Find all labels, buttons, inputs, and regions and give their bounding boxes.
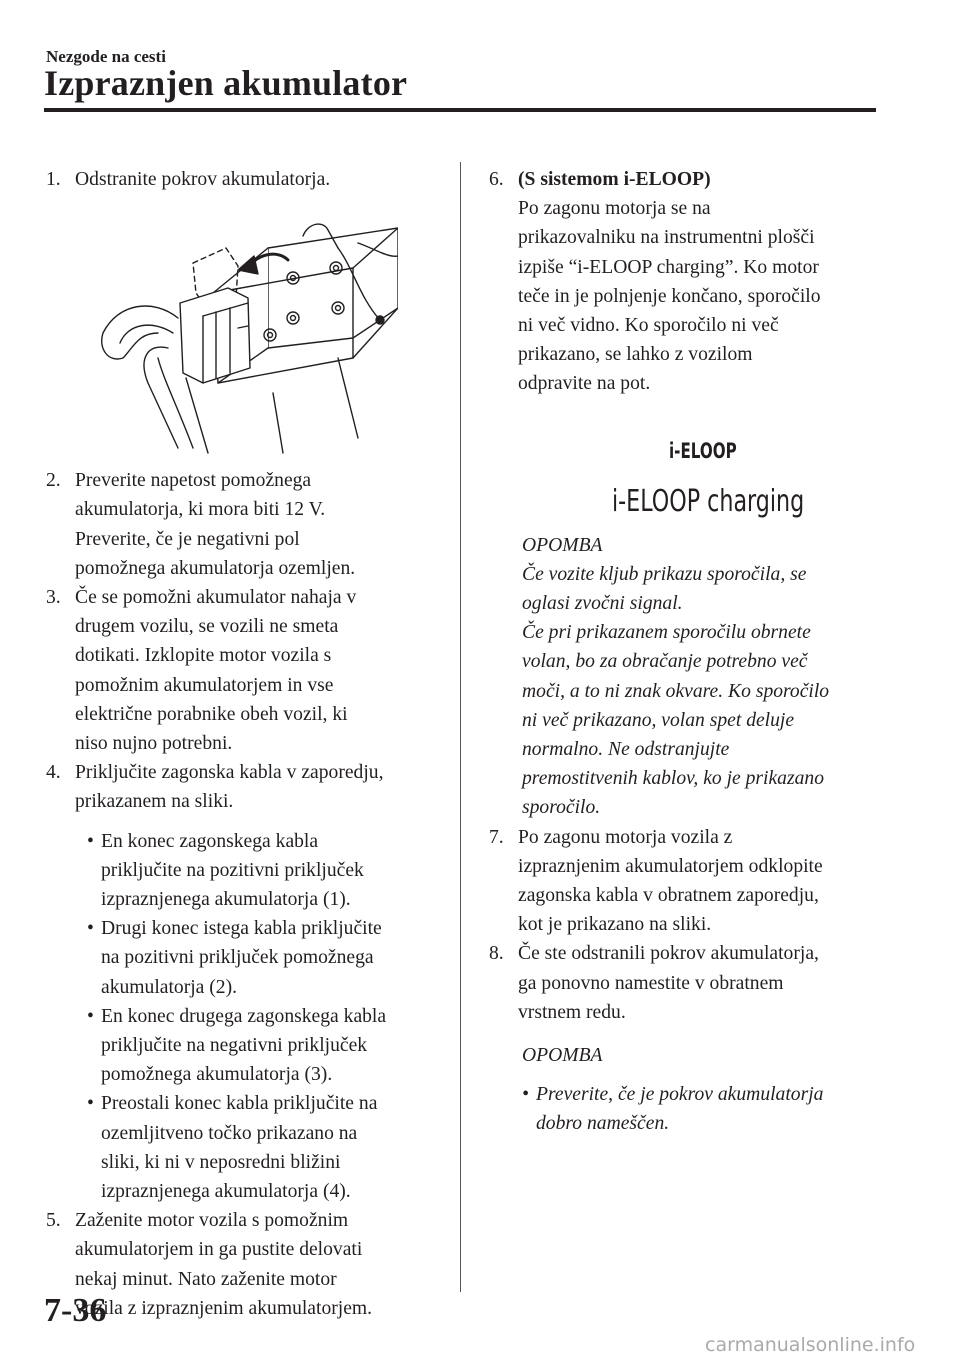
battery-cover-illustration [98, 208, 398, 458]
bullet-text-line: na pozitivni priključek pomožnega [101, 947, 374, 969]
bullet-dot: • [87, 830, 94, 852]
note-text-line: sporočilo. [522, 797, 601, 819]
bullet-text-line: priključite na negativni priključek [101, 1035, 368, 1057]
ieloop-display [489, 399, 889, 517]
bullet-text-line: pomožnega akumulatorja (3). [101, 1064, 333, 1086]
title-rule [44, 108, 876, 112]
page-number: 7-36 [44, 1292, 107, 1329]
step-number: 2. [46, 470, 61, 492]
left-column [46, 165, 446, 1323]
step-6 [489, 165, 889, 399]
bullet-dot: • [87, 918, 94, 940]
step-text-line: akumulatorjem in ga pustite delovati [75, 1239, 363, 1261]
step-number: 3. [46, 587, 61, 609]
bullet-text-line: izpraznjenega akumulatorja (4). [101, 1181, 351, 1203]
step-text-line: Če ste odstranili pokrov akumulatorja, [518, 943, 819, 965]
note-text-line: Če vozite kljub prikazu sporočila, se [522, 563, 807, 585]
step-text-line: pomožnim akumulatorjem in vse [75, 674, 334, 696]
step-text-line: nekaj minut. Nato zaženite motor [75, 1268, 337, 1290]
step-number: 7. [489, 826, 504, 848]
step-number: 6. [489, 169, 504, 190]
bullet-text-line: En konec zagonskega kabla [101, 830, 319, 852]
step-text-line: odpravite na pot. [518, 373, 651, 395]
step-text-line: ga ponovno namestite v obratnem [518, 972, 784, 994]
step-number: 8. [489, 943, 504, 965]
step-text-line: Po zagonu motorja vozila z [518, 826, 733, 848]
step-text-line: pomožnega akumulatorja ozemljen. [75, 557, 356, 579]
bullet-item [46, 914, 446, 1002]
bullet-dot: • [87, 1093, 94, 1115]
step-text-line: vozila z izpraznjenim akumulatorjem. [75, 1297, 373, 1319]
step-text-line: prikazano, se lahko z vozilom [518, 344, 753, 366]
step-2 [46, 466, 446, 583]
step-7 [489, 823, 889, 940]
step-text-line: izpiše “i-ELOOP charging”. Ko motor [518, 256, 819, 278]
bullet-text-line: priključite na pozitivni priključek [101, 859, 364, 881]
section-label: Nezgode na cesti [46, 47, 166, 66]
bullet-item [46, 1089, 446, 1206]
step-text-line: električne porabnike obeh vozil, ki [75, 703, 348, 725]
step-text-line: dotikati. Izklopite motor vozila s [75, 645, 332, 667]
bullet-dot: • [87, 1005, 94, 1027]
step-heading: (S sistemom i-ELOOP) [518, 169, 711, 190]
step-text-line: prikazanem na sliki. [75, 791, 234, 813]
step-text-line: drugem vozilu, se vozili ne smeta [75, 616, 339, 638]
step-1 [46, 165, 446, 194]
step-4 [46, 758, 446, 816]
note-heading: OPOMBA [522, 534, 603, 556]
bullet-text-line: Preostali konec kabla priključite na [101, 1093, 378, 1115]
right-column [489, 165, 889, 1139]
step-3 [46, 583, 446, 758]
note-bullet-line: dobro nameščen. [536, 1113, 670, 1135]
note-text-line: ni več prikazano, volan spet deluje [522, 709, 795, 731]
bullet-text-line: ozemljitveno točko prikazano na [101, 1122, 358, 1144]
bullet-dot: • [522, 1084, 529, 1106]
step-text-line: akumulatorja, ki mora biti 12 V. [75, 499, 326, 521]
bullet-item [46, 827, 446, 915]
bullet-text-line: En konec drugega zagonskega kabla [101, 1005, 387, 1027]
note-bullet-line: Preverite, če je pokrov akumulatorja [536, 1084, 824, 1106]
step-text-line: zagonska kabla v obratnem zaporedju, [518, 885, 819, 907]
site-watermark: carmanualsonline.info [705, 1334, 916, 1356]
step-text-line: Preverite, če je negativni pol [75, 528, 300, 550]
note-text-line: premostitvenih kablov, ko je prikazano [522, 768, 824, 790]
step-text-line: teče in je polnjenje končano, sporočilo [518, 285, 821, 307]
column-divider [460, 162, 461, 1292]
step-text: Odstranite pokrov akumulatorja. [75, 169, 331, 190]
note-heading: OPOMBA [522, 1045, 603, 1067]
bullet-text-line: izpraznjenega akumulatorja (1). [101, 889, 351, 911]
step-text-line: izpraznjenim akumulatorjem odklopite [518, 855, 823, 877]
step-text-line: prikazovalniku na instrumentni plošči [518, 227, 815, 249]
step-number: 4. [46, 762, 61, 784]
bullet-text-line: Drugi konec istega kabla priključite [101, 918, 382, 940]
bullet-text-line: akumulatorja (2). [101, 976, 238, 998]
bullet-text-line: sliki, ki ni v neposredni bližini [101, 1151, 341, 1173]
ieloop-charging-message: i-ELOOP charging [612, 483, 805, 519]
step-text-line: Preverite napetost pomožnega [75, 470, 312, 492]
note-block-2 [489, 1041, 889, 1139]
step-text-line: Če se pomožni akumulator nahaja v [75, 587, 357, 609]
step-text-line: Zaženite motor vozila s pomožnim [75, 1210, 349, 1232]
note-text-line: normalno. Ne odstranjujte [522, 739, 730, 761]
note-text-line: moči, a to ni znak okvare. Ko sporočilo [522, 680, 830, 702]
step-8 [489, 939, 889, 1027]
note-text-line: volan, bo za obračanje potrebno več [522, 651, 808, 673]
bullet-item [46, 1002, 446, 1090]
step-number: 1. [46, 169, 61, 190]
ieloop-logo: i-ELOOP [669, 438, 737, 463]
step-text-line: Priključite zagonska kabla v zaporedju, [75, 762, 384, 784]
note-text-line: oglasi zvočni signal. [522, 593, 683, 615]
note-text-line: Če pri prikazanem sporočilu obrnete [522, 622, 811, 644]
note-block [489, 531, 889, 823]
step-number: 5. [46, 1210, 61, 1232]
step-text-line: ni več vidno. Ko sporočilo ni več [518, 315, 779, 337]
page-title: Izpraznjen akumulator [44, 63, 408, 103]
step-text-line: kot je prikazano na sliki. [518, 914, 712, 936]
step-text-line: niso nujno potrebni. [75, 733, 233, 755]
step-text-line: vrstnem redu. [518, 1001, 626, 1023]
step-text-line: Po zagonu motorja se na [518, 198, 711, 220]
